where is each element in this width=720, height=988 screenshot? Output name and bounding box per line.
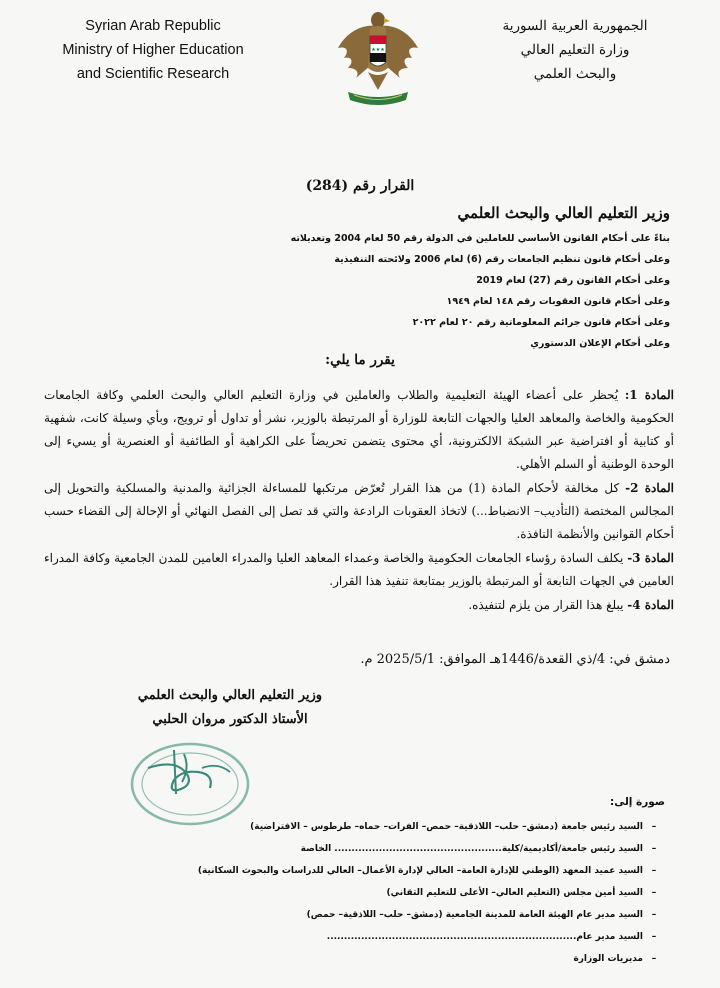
issue-date: دمشق في: 4/ذي القعدة/1446هـ الموافق: 2025/5/1 م.	[360, 652, 670, 667]
syrian-eagle-emblem-icon	[334, 6, 422, 114]
decree-title: القرار رقم (284)	[305, 178, 415, 194]
article-text: يُحظر على أعضاء الهيئة التعليمية والطلاب والعاملين في وزارة التعليم العالي والبحث العلمي وكافة الجامعات الحكومية والخاصة والمعاهد العليا والجهات التابعة للوزارة أو المرتبطة بالوزير، نشر أو تداول أو ترويج، وبأي وسيلة كانت، شفهية أو كتابية أو افتراضية عبر الشبكة الالكترونية، أي محتوى يتضمن تحريضاً على الكراهية أو الطائفية أو العنصرية أو يسيء إلى الوحدة الوطنية أو السلم الأهلي.	[44, 388, 674, 471]
arabic-header	[470, 14, 680, 86]
list-item: – السيد أمين مجلس (التعليم العالي– الأعلى للتعليم التقاني)	[386, 888, 657, 898]
article-1	[44, 384, 674, 476]
header-ministry-ar-2: والبحث العلمي	[533, 66, 617, 82]
header-ministry-en: Ministry of Higher Education	[62, 42, 244, 58]
reference-line: بناءً على أحكام القانون الأساسي للعاملين في الدولة رقم 50 لعام 2004 وتعديلاته	[290, 233, 670, 244]
signature-name: الأستاذ الدكتور مروان الحلبي	[152, 712, 308, 727]
issuing-minister: وزير التعليم العالي والبحث العلمي	[457, 204, 670, 222]
article-label: المادة 4-	[627, 598, 674, 612]
reference-line: وعلى أحكام القانون رقم (27) لعام 2019	[476, 275, 670, 286]
article-text: يبلغ هذا القرار من يلزم لتنفيذه.	[468, 598, 624, 612]
signature-title: وزير التعليم العالي والبحث العلمي	[137, 688, 323, 703]
english-header	[48, 14, 258, 86]
reference-line: وعلى أحكام قانون تنظيم الجامعات رقم (6) لعام 2006 ولائحته التنفيذية	[334, 254, 670, 265]
article-label: المادة 2-	[625, 481, 674, 495]
list-item: – السيد رئيس جامعة/أكاديمية/كلية................................................. الخاصة	[300, 844, 657, 854]
official-stamp-icon	[118, 728, 268, 828]
article-label: المادة 1:	[624, 388, 674, 402]
decides-heading: يقرر ما يلي:	[325, 352, 395, 368]
article-4	[44, 594, 674, 617]
list-item: – السيد مدير عام الهيئة العامة للمدينة الجامعية (دمشق– حلب– اللاذقية– حمص)	[306, 910, 657, 920]
article-text: يكلف السادة رؤساء الجامعات الحكومية والخاصة وعمداء المعاهد العليا والمدراء العامين للمدن الجامعية وكافة المدراء العامين في الجهات التابعة أو المرتبطة بالوزير بمتابعة تنفيذ هذا القرار.	[44, 551, 674, 588]
reference-line: وعلى أحكام قانون جرائم المعلوماتية رقم ٢٠ لعام ٢٠٢٢	[412, 317, 670, 328]
article-text: كل مخالفة لأحكام المادة (1) من هذا القرار تُعرّض مرتكبها للمساءلة الجزائية والمدنية والمسلكية والتحويل إلى المجالس المختصة (التأديب– الانضباط...) لاتخاذ العقوبات الرادعة والتي قد تصل إلى الفصل النهائي أو الإحالة إلى القضاء حسب أحكام القوانين والأنظمة النافذة.	[44, 481, 674, 541]
article-label: المادة 3-	[627, 551, 674, 565]
header-country-ar: الجمهورية العربية السورية	[502, 18, 648, 34]
article-2	[44, 477, 674, 546]
list-item: – السيد مدير عام.........................................................................	[326, 932, 657, 942]
copies-heading: صورة إلى:	[610, 796, 665, 808]
list-item: – مديريات الوزارة	[573, 954, 657, 964]
reference-line: وعلى أحكام قانون العقوبات رقم ١٤٨ لعام ١٩٤٩	[446, 296, 670, 307]
article-3	[44, 547, 674, 593]
header-country-en: Syrian Arab Republic	[85, 18, 221, 34]
legal-references	[110, 228, 670, 354]
header-ministry-en-2: and Scientific Research	[76, 66, 230, 82]
articles-section	[44, 384, 674, 618]
copies-list	[75, 816, 665, 970]
header-ministry-ar: وزارة التعليم العالي	[520, 42, 630, 58]
svg-text:★★★: ★★★	[371, 47, 385, 53]
reference-line: وعلى أحكام الإعلان الدستوري	[530, 338, 670, 349]
list-item: – السيد عميد المعهد (الوطني للإدارة العامة– العالي لإدارة الأعمال– العالي للدراسات والبحوث السكانية)	[197, 866, 657, 876]
list-item: – السيد رئيس جامعة (دمشق– حلب– اللاذقية– حمص– الفرات– حماه– طرطوس – الافتراضية)	[250, 822, 657, 832]
